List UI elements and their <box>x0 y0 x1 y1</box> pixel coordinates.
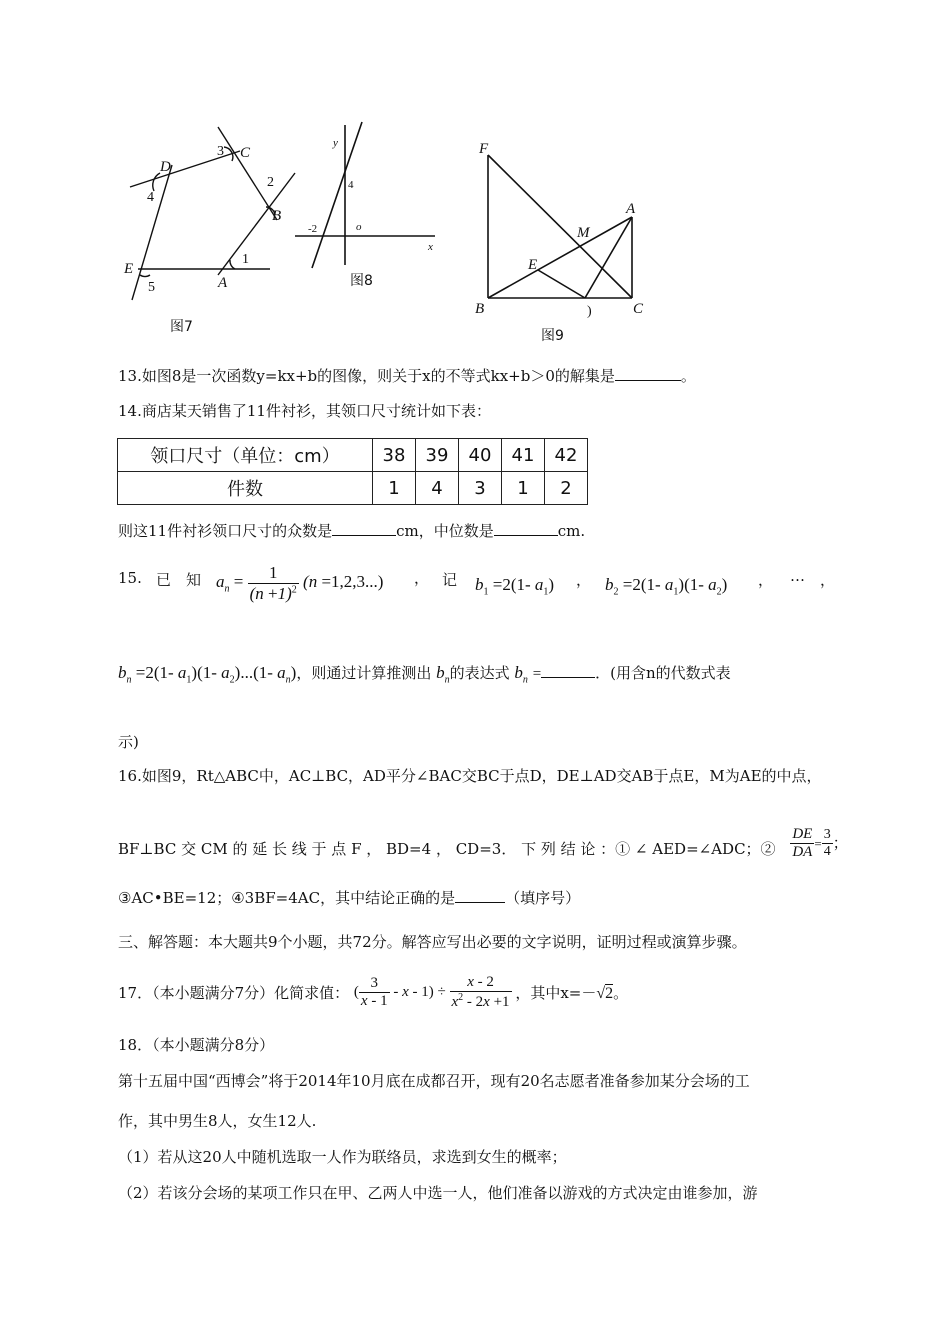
q17-prefix: 17．（本小题满分7分）化简求值： <box>118 984 350 1003</box>
fig9-label-a: A <box>626 201 636 217</box>
q16-equals: = <box>814 835 822 851</box>
question-16-line1: 16.如图9，Rt△ABC中，AC⊥BC，AD平分∠BAC交BC于点D，DE⊥AD交AB于点E，M为AE的中点， <box>118 767 822 785</box>
fig9-label-m: M <box>577 225 590 241</box>
fig7-angle-1: 1 <box>242 252 249 267</box>
question-17 <box>118 974 628 1012</box>
table-cell: 3 <box>459 472 502 505</box>
collar-size-table <box>117 438 588 505</box>
q17-where: ，其中 <box>515 984 561 1003</box>
fig8-y-axis-label: y <box>333 137 338 149</box>
fig8-y-intercept: 4 <box>348 179 354 191</box>
fig7-caption: 图7 <box>170 319 193 335</box>
fig9-label-b: B <box>475 301 485 317</box>
q14-after-a: 则这11件衬衫领口尺寸的众数是 <box>118 522 333 540</box>
fig9-label-f: F <box>479 141 489 157</box>
q15-comma-1: ， <box>414 569 430 587</box>
q16-semicolon: ； <box>832 833 848 852</box>
q15-b1-formula: $b_1 =2(1-$ $a_1$) <box>475 575 555 598</box>
q16-value-fraction: $\frac{3}{4}$ <box>823 827 831 860</box>
q14-mode-blank[interactable] <box>332 535 396 536</box>
fig8-x-intercept: -2 <box>308 223 318 235</box>
q15-ji2: 记 <box>442 571 458 589</box>
table-cell: 1 <box>502 472 545 505</box>
fig7-label-d: D <box>160 159 171 175</box>
question-14-intro: 14.商店某天销售了11件衬衫，其领口尺寸统计如下表： <box>118 402 491 420</box>
fig7-angle-2: 2 <box>267 175 274 190</box>
table-cell: 40 <box>459 439 502 472</box>
q16-answer-blank[interactable] <box>455 902 505 903</box>
q15-b2-formula: $b_2 =2(1-$ $a_1)(1-$ $a_2$) <box>605 575 728 598</box>
fig9-caption: 图9 <box>541 328 564 344</box>
q15-num: 15. <box>118 569 142 587</box>
table-row <box>118 439 588 472</box>
q15-zhi: 知 <box>186 571 202 589</box>
fig7-label-e: E <box>124 261 134 277</box>
fig7-angle-4: 4 <box>147 190 154 205</box>
question-16-line3 <box>118 887 580 908</box>
q16-de-da-fraction: $\frac{DE}{DA}$ <box>792 826 813 861</box>
q15-comma-4: ， <box>820 571 836 589</box>
section-3-heading: 三、解答题：本大题共9个小题，共72分。解答应写出必要的文字说明，证明过程或演算步骤。 <box>118 933 747 951</box>
fig8-caption: 图8 <box>350 273 373 289</box>
fig7-angle-3: 3 <box>217 144 224 159</box>
question-13 <box>118 365 696 386</box>
table-row <box>118 472 588 505</box>
q13-end: 。 <box>680 367 696 385</box>
q15-text-mid: ，则通过计算推测出 <box>296 664 432 682</box>
table-cell: 39 <box>416 439 459 472</box>
fig7-label-b: B <box>272 208 282 224</box>
figure-8 <box>290 120 450 270</box>
q15-bn-formula: $b_n =2(1-$ $a_1)(1-$ $a_2)...(1-$ $a_n$) <box>118 663 297 686</box>
question-18-title: 18．（本小题满分8分） <box>118 1036 275 1054</box>
question-15-line2: $b_n =2(1-$ $a_1)(1-$ $a_2)...(1-$ $a_n$)，则通过计算推测出 $b_n$的表达式 $b_n$ = ．(用含n的代数式表 <box>118 663 731 686</box>
q17-x-eq: x=－ <box>560 984 597 1003</box>
question-16-line2 <box>118 826 848 862</box>
question-18-p2: 作，其中男生8人，女生12人. <box>118 1112 317 1130</box>
q16-line3-text: ③AC•BE=12；④3BF=4AC，其中结论正确的是 <box>118 889 456 907</box>
q16-line2-text: BF⊥BC 交 CM 的 延 长 线 于 点 F ， BD=4 ， CD=3． 下 列 结 论 ：① ∠ AED=∠ADC；② <box>118 839 776 858</box>
q17-expression: ( $\frac{3}{x - 1}$ - x - 1) ÷ $\frac{x - 2}{x^2 - 2x +1}$ <box>353 974 510 1011</box>
fig7-angle-5: 5 <box>148 280 155 295</box>
q15-text-end2: 示) <box>118 733 139 751</box>
q15-text-mid2: 的表达式 <box>449 664 510 682</box>
table-cell: 1 <box>373 472 416 505</box>
q15-bn-symbol: $b_n$ <box>436 663 450 686</box>
q15-bn-symbol-2: $b_n$ <box>514 663 528 686</box>
q15-an-formula: $a_n$ = $\frac{1}{(n +1)^2}$ (n =1,2,3...) <box>216 563 384 603</box>
table-header-label: 领口尺寸（单位：cm） <box>118 439 373 472</box>
q16-line3-end: （填序号） <box>505 889 581 907</box>
question-14-after <box>118 520 585 541</box>
table-cell: 41 <box>502 439 545 472</box>
q15-answer-blank[interactable] <box>541 677 595 678</box>
fig8-origin-label: o <box>356 221 362 233</box>
fig9-label-d-paren: ) <box>587 304 592 319</box>
table-cell: 4 <box>416 472 459 505</box>
question-18-p1: 第十五届中国“西博会”将于2014年10月底在成都召开，现有20名志愿者准备参加某分会场的工 <box>118 1072 750 1090</box>
q14-after-c: cm. <box>557 522 586 540</box>
fig9-label-c: C <box>633 301 644 317</box>
q14-after-b: cm，中位数是 <box>396 522 494 540</box>
q15-text-end: ．(用含n的代数式表 <box>595 664 731 682</box>
q13-answer-blank[interactable] <box>615 380 681 381</box>
q15-ji: 已 <box>156 571 172 589</box>
fig8-x-axis-label: x <box>428 241 433 253</box>
q13-text: 13.如图8是一次函数y=kx+b的图像，则关于x的不等式kx+b＞0的解集是 <box>118 367 615 385</box>
q15-ellipsis: … <box>790 567 805 585</box>
table-cell: 42 <box>545 439 588 472</box>
question-18-s2: （2）若该分会场的某项工作只在甲、乙两人中选一人，他们准备以游戏的方式决定由谁参加，游 <box>118 1184 758 1202</box>
figure-7 <box>120 125 310 305</box>
fig9-label-e: E <box>528 257 538 273</box>
q17-sqrt2: √2 <box>596 985 614 1003</box>
q14-median-blank[interactable] <box>494 535 558 536</box>
fig7-label-a: A <box>218 275 228 291</box>
q17-end: 。 <box>613 984 629 1003</box>
q15-comma-3: ， <box>758 571 774 589</box>
table-cell: 38 <box>373 439 416 472</box>
question-18-s1: （1）若从这20人中随机选取一人作为联络员，求选到女生的概率； <box>118 1148 567 1166</box>
figure-9 <box>470 135 660 325</box>
table-cell: 2 <box>545 472 588 505</box>
fig7-label-c: C <box>240 145 251 161</box>
table-count-label: 件数 <box>118 472 373 505</box>
q15-comma-2: ， <box>576 571 592 589</box>
